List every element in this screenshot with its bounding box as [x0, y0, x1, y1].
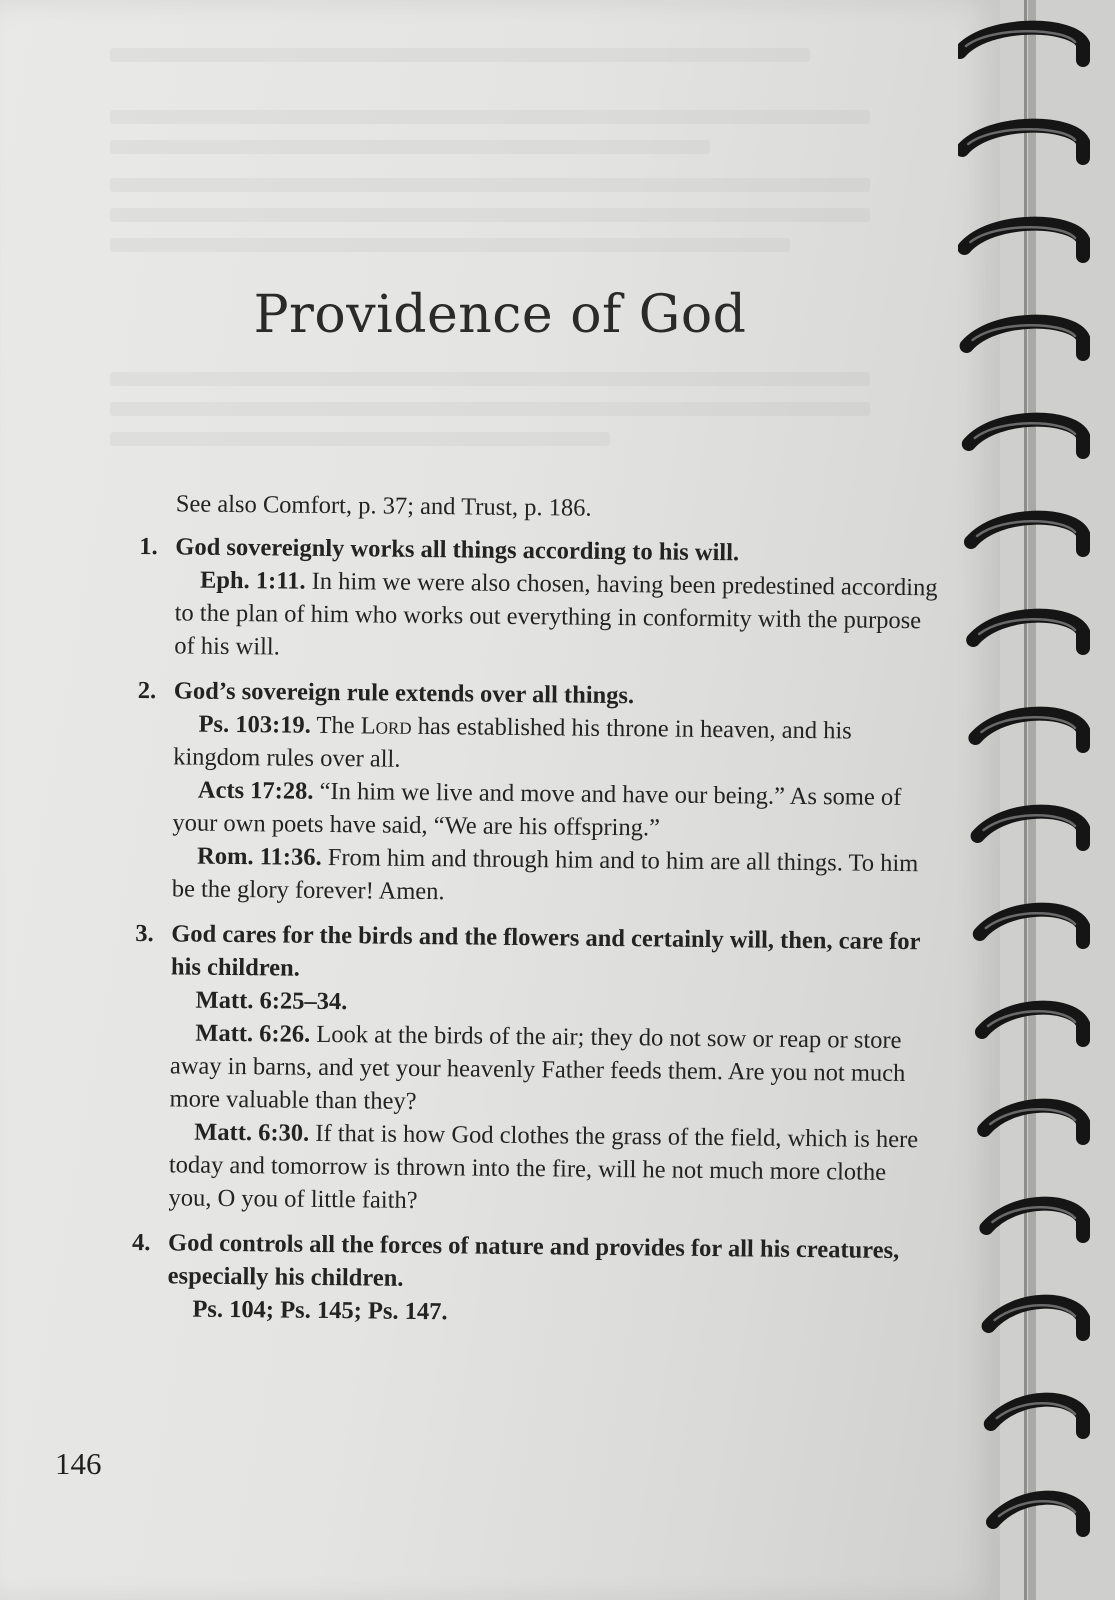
verse-reference: Acts 17:28. — [197, 776, 314, 805]
verse-text: The — [310, 711, 361, 740]
section-number: 1. — [139, 532, 158, 561]
section-heading-text: God sovereignly works all things according to his will. — [175, 533, 740, 567]
verse-reference: Eph. 1:11. — [199, 566, 306, 595]
scripture-verse — [136, 839, 937, 913]
bleed-through-line — [110, 402, 870, 416]
bleed-through-line — [110, 48, 810, 62]
verse-reference: Matt. 6:30. — [194, 1118, 310, 1147]
section-heading-text: God’s sovereign rule extends over all things. — [173, 677, 635, 710]
small-caps-lord: Lord — [360, 712, 412, 740]
binding-spine-shadow — [1024, 0, 1027, 1600]
bleed-through-line — [110, 110, 870, 124]
section-heading — [135, 917, 936, 991]
binding-spine — [1028, 0, 1036, 1600]
verse-text: If that is how God clothes the grass of the field, which is here today and tomorrow is thrown into the fire, will he not much more clothe you, O you of little faith? — [168, 1119, 919, 1214]
verse-text: has established his throne in heaven, and his kingdom rules over all. — [173, 712, 852, 773]
topic-section — [131, 1226, 932, 1333]
page-number: 146 — [55, 1446, 102, 1481]
scripture-verse — [136, 773, 937, 847]
scripture-verse — [133, 1016, 934, 1123]
section-number: 3. — [135, 919, 154, 948]
topic-section — [138, 530, 939, 670]
page-content — [131, 487, 940, 1345]
bleed-through-line — [110, 432, 610, 446]
binding-coils — [960, 28, 1083, 1530]
topic-section — [132, 917, 935, 1222]
scripture-verse — [132, 1115, 933, 1222]
section-heading-text: God controls all the forces of nature and provides for all his creatures, especially his children. — [167, 1229, 900, 1292]
page-title: Providence of God — [253, 285, 747, 345]
verse-reference: Rom. 11:36. — [196, 842, 322, 871]
section-heading — [132, 1226, 933, 1300]
verse-reference: Ps. 103:19. — [198, 710, 311, 739]
bleed-through-line — [110, 372, 870, 386]
verse-text: Look at the birds of the air; they do not sow or reap or store away in barns, and yet your heavenly Father feeds them. Are you not much more valuable than they? — [169, 1020, 906, 1115]
verse-text: In him we were also chosen, having been predestined according to the plan of him who works out everything in conformity with the purpose of his will. — [174, 567, 938, 661]
bleed-through-line — [110, 208, 870, 222]
spiral-binding — [958, 0, 1115, 1600]
verse-reference: Ps. 104; Ps. 145; Ps. 147. — [192, 1295, 448, 1326]
scripture-verse — [138, 563, 939, 670]
verse-reference: Matt. 6:26. — [195, 1019, 311, 1048]
verse-text: “In him we live and move and have our being.” As some of your own poets have said, “We are his offspring.” — [172, 777, 902, 842]
section-heading-text: God cares for the birds and the flowers and certainly will, then, care for his children. — [170, 920, 921, 982]
bleed-through-line — [110, 238, 790, 252]
section-number: 2. — [137, 676, 157, 705]
verse-text: From him and through him and to him are all things. To him be the glory forever! Amen. — [171, 843, 919, 906]
section-number: 4. — [131, 1228, 151, 1257]
see-also-note: See also Comfort, p. 37; and Trust, p. 186. — [175, 490, 592, 522]
bleed-through-line — [110, 178, 870, 192]
verse-reference: Matt. 6:25–34. — [195, 986, 348, 1016]
topic-section — [136, 674, 938, 913]
scripture-verse — [137, 707, 938, 781]
bleed-through-line — [110, 140, 710, 154]
